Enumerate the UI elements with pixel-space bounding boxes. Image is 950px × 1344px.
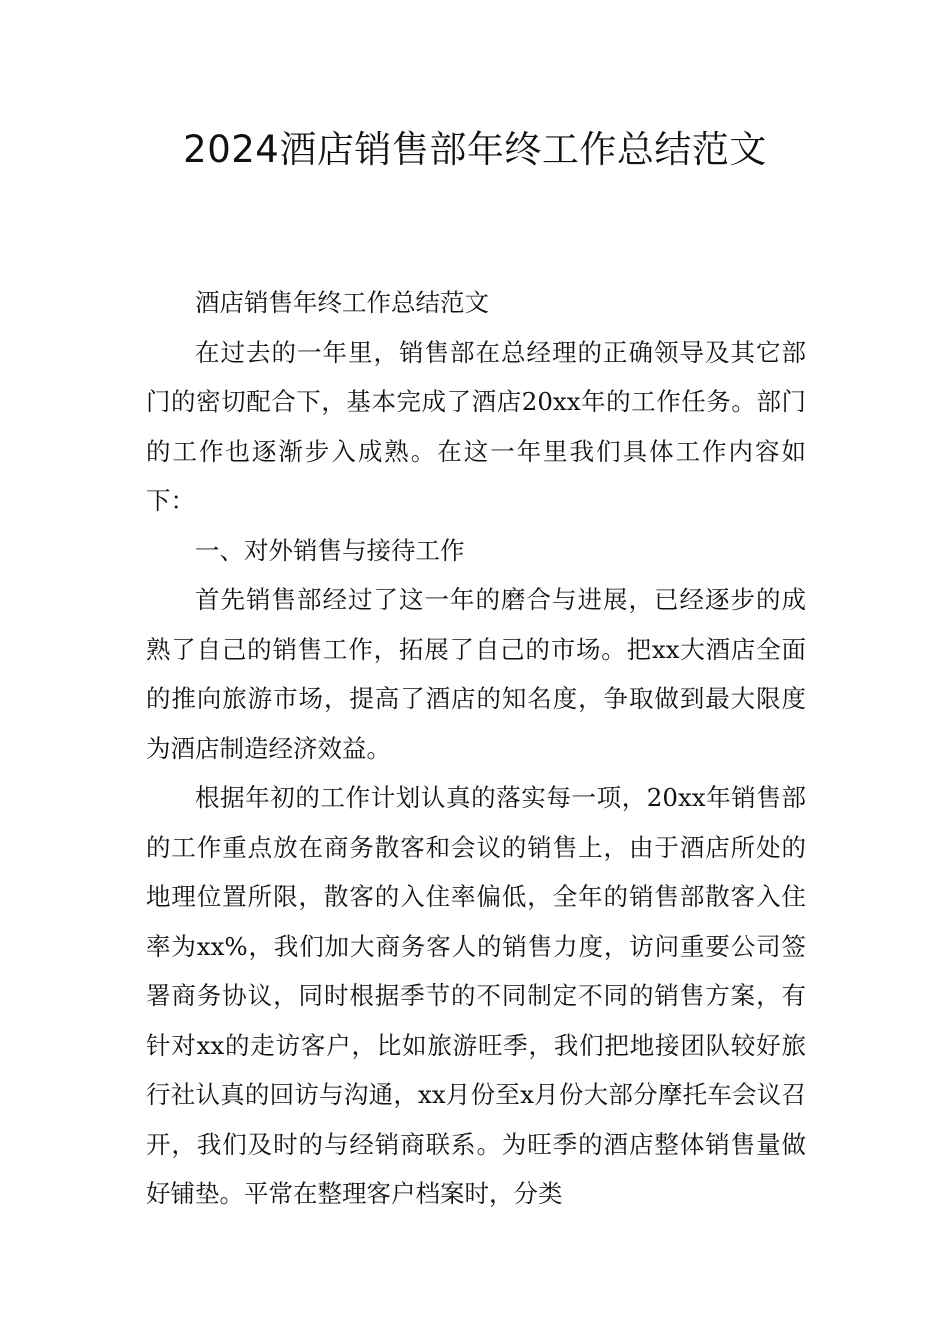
paragraph-plan: 根据年初的工作计划认真的落实每一项，20xx年销售部的工作重点放在商务散客和会议的销售上，由于酒店所处的地理位置所限，散客的入住率偏低，全年的销售部散客入住率为xx%，我们加大商务客人的销售力度，访问重要公司签署商务协议，同时根据季节的不同制定不同的销售方案，有针对xx的走访客户，比如旅游旺季，我们把地接团队较好旅行社认真的回访与沟通，xx月份至x月份大部分摩托车会议召开，我们及时的与经销商联系。为旺季的酒店整体销售量做好铺垫。平常在整理客户档案时，分类 — [146, 783, 806, 1208]
document-title: 2024酒店销售部年终工作总结范文 — [183, 128, 767, 171]
paragraph-subtitle: 酒店销售年终工作总结范文 — [195, 288, 489, 317]
paragraph-intro: 在过去的一年里，销售部在总经理的正确领导及其它部门的密切配合下，基本完成了酒店20xx年的工作任务。部门的工作也逐渐步入成熟。在这一年里我们具体工作内容如下： — [146, 337, 806, 515]
paragraph-market: 首先销售部经过了这一年的磨合与进展，已经逐步的成熟了自己的销售工作，拓展了自己的市场。把xx大酒店全面的推向旅游市场，提高了酒店的知名度，争取做到最大限度为酒店制造经济效益。 — [146, 585, 806, 763]
section-heading: 一、对外销售与接待工作 — [195, 535, 465, 565]
document-body — [146, 278, 806, 1219]
